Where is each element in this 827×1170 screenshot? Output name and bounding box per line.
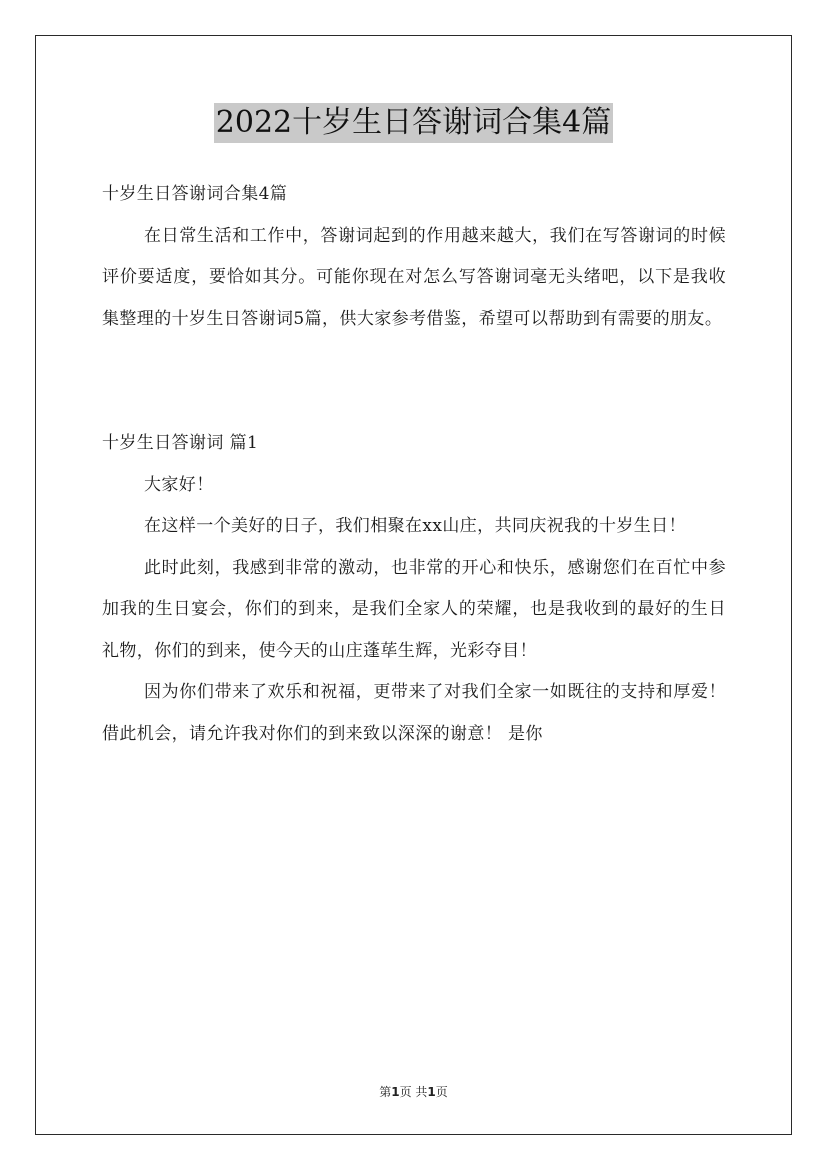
section-spacer [102, 340, 726, 423]
page-footer [0, 1083, 827, 1100]
page-total: 1 [427, 1085, 436, 1099]
body-paragraph: 在这样一个美好的日子，我们相聚在xx山庄，共同庆祝我的十岁生日！ [144, 516, 686, 536]
page-prefix: 第 [379, 1085, 392, 1099]
page-current: 1 [391, 1085, 400, 1099]
page-suffix: 页 [435, 1085, 448, 1099]
title-area [0, 103, 827, 143]
document-subtitle: 十岁生日答谢词合集4篇 [102, 184, 288, 204]
body-paragraph: 因为你们带来了欢乐和祝福，更带来了对我们全家一如既往的支持和厚爱！借此机会，请允许我对你们的到来致以深深的谢意！ 是你 [102, 682, 726, 744]
greeting-paragraph: 大家好！ [144, 474, 214, 495]
document-body [102, 174, 726, 755]
body-paragraph: 此时此刻，我感到非常的激动，也非常的开心和快乐，感谢您们在百忙中参加我的生日宴会，你们的到来，是我们全家人的荣耀，也是我收到的最好的生日礼物，你们的到来，使今天的山庄蓬荜生辉，光彩夺目！ [102, 557, 726, 661]
document-title: 2022十岁生日答谢词合集4篇 [214, 103, 613, 143]
section-heading: 十岁生日答谢词 篇1 [102, 433, 259, 453]
intro-paragraph: 在日常生活和工作中，答谢词起到的作用越来越大，我们在写答谢词的时候评价要适度，要恰如其分。可能你现在对怎么写答谢词毫无头绪吧，以下是我收集整理的十岁生日答谢词5篇，供大家参考借鉴，希望可以帮助到有需要的朋友。 [102, 225, 726, 329]
page-mid: 页 共 [399, 1085, 428, 1099]
